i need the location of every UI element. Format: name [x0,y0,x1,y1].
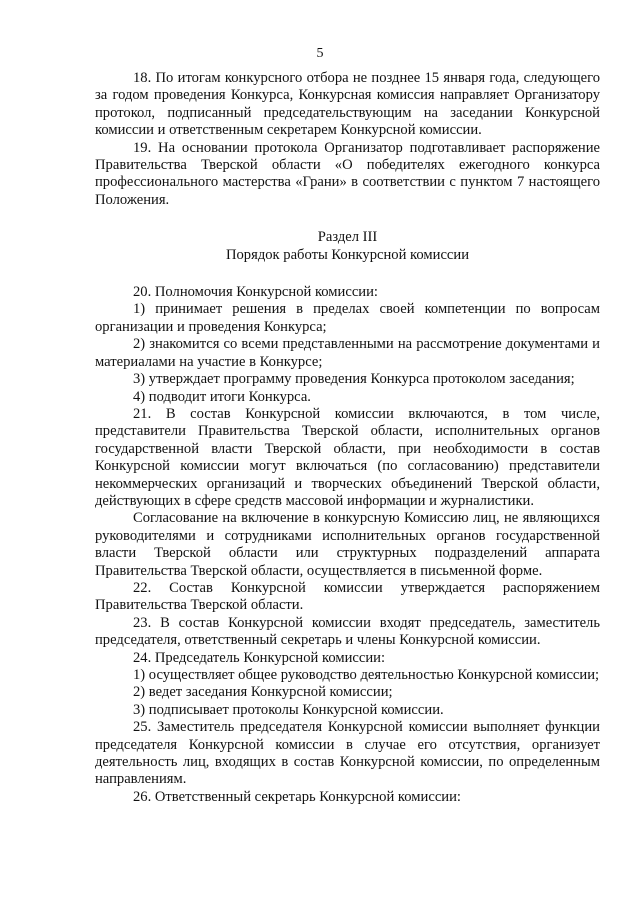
paragraph-24-item-2: 2) ведет заседания Конкурсной комиссии; [133,684,393,701]
paragraph-25: 25. Заместитель председателя Конкурсной комиссии выполняет функции председателя Конкурсной комиссии в случае его отсутствия, организует деятельность лиц, входящих в состав Конкурсной комиссии, по определенным направлениям. [95,719,600,788]
spacer [95,209,600,229]
section-title: Порядок работы Конкурсной комиссии [225,246,470,263]
paragraph-19: 19. На основании протокола Организатор подготавливает распоряжение Правительства Тверской области «О победителях ежегодного конкурса профессионального мастерства «Грани» в соответствии с пунктом 7 настоящего Положения. [95,139,600,208]
paragraph-24-item-3: 3) подписывает протоколы Конкурсной комиссии. [133,701,444,718]
paragraph-23: 23. В состав Конкурсной комиссии входят председатель, заместитель председателя, ответственный секретарь и члены Конкурсной комиссии. [95,614,600,649]
paragraph-21: 21. В состав Конкурсной комиссии включаются, в том числе, представители Правительства Тверской области, исполнительных органов государственной власти Тверской области, при необходимости в состав Конкурсной комиссии могут включаться (по согласованию) представители некоммерческих организаций и творческих объединений Тверской области, действующих в сфере средств массовой информации и журналистики. [95,405,600,509]
paragraph-20-item-2: 2) знакомится со всеми представленными на рассмотрение документами и материалами на участие в Конкурсе; [95,336,600,370]
spacer [95,264,600,284]
page-number: 5 [316,46,324,61]
section-number: Раздел III [317,229,378,246]
paragraph-22: 22. Состав Конкурсной комиссии утверждается распоряжением Правительства Тверской области. [95,579,600,614]
paragraph-18: 18. По итогам конкурсного отбора не позднее 15 января года, следующего за годом проведения Конкурса, Конкурсная комиссия направляет Организатору протокол, подписанный председательствующим на заседании Конкурсной комиссии и ответственным секретарем Конкурсной комиссии. [95,70,600,139]
paragraph-20-item-4: 4) подводит итоги Конкурса. [133,388,311,405]
paragraph-20: 20. Полномочия Конкурсной комиссии: [133,284,378,301]
paragraph-20-item-3: 3) утверждает программу проведения Конкурса протоколом заседания; [133,371,575,388]
paragraph-20-item-1: 1) принимает решения в пределах своей компетенции по вопросам организации и проведения Конкурса; [95,301,600,335]
paragraph-26: 26. Ответственный секретарь Конкурсной комиссии: [133,788,461,805]
paragraph-24-item-1: 1) осуществляет общее руководство деятельностью Конкурсной комиссии; [133,667,600,683]
paragraph-21-continued: Согласование на включение в конкурсную Комиссию лиц, не являющихся руководителями и сотрудниками исполнительных органов государственной власти Тверской области или структурных подразделений аппарата Правительства Тверской области, осуществляется в письменной форме. [95,510,600,579]
document-body [95,70,600,806]
paragraph-24: 24. Председатель Конкурсной комиссии: [133,649,386,666]
